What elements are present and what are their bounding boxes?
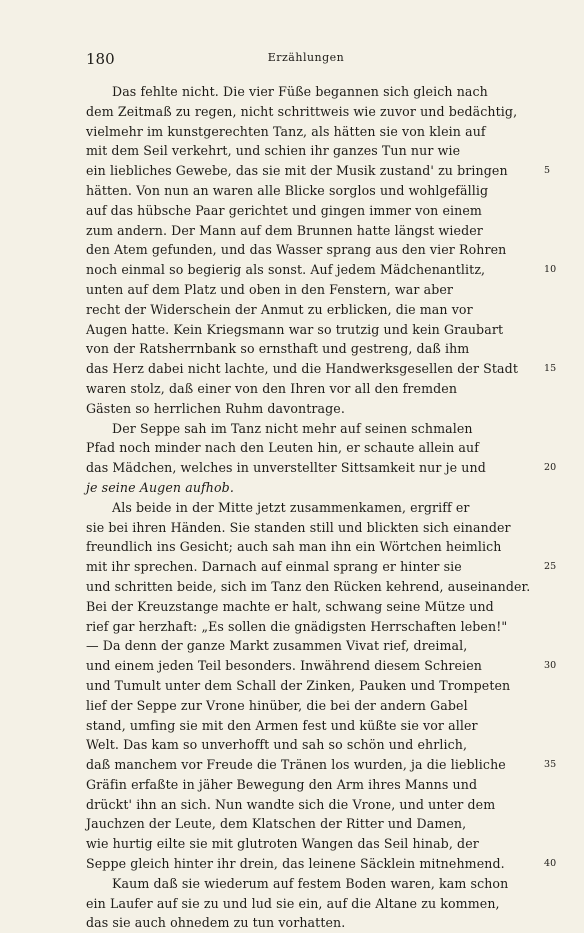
line-text: hätten. Von nun an waren alle Blicke sorglos und wohlgefällig: [86, 182, 489, 198]
line-text: lief der Seppe zur Vrone hinüber, die bei der andern Gabel: [86, 697, 468, 713]
line-text: Das fehlte nicht. Die vier Füße begannen sich gleich nach: [112, 84, 488, 99]
line-text: Gästen so herrlichen Ruhm davontrage.: [86, 400, 345, 416]
text-line: [86, 379, 532, 399]
line-text: von der Ratsherrnbank so ernsthaft und gestreng, daß ihm: [86, 341, 470, 357]
line-text: und einem jeden Teil besonders. Inwährend diesem Schreien: [86, 658, 482, 674]
line-number: 5: [544, 165, 551, 177]
line-text: zum andern. Der Mann auf dem Brunnen hatte längst wieder: [86, 222, 483, 238]
line-text: noch einmal so begierig als sonst. Auf jedem Mädchenantlitz,: [86, 262, 486, 278]
text-line: [86, 834, 532, 854]
text-line: [86, 141, 532, 161]
line-text: daß manchem vor Freude die Tränen los wurden, ja die liebliche: [86, 757, 506, 773]
line-text: je seine Augen aufhob.: [86, 479, 234, 495]
line-text: Jauchzen der Leute, dem Klatschen der Ritter und Damen,: [86, 816, 467, 832]
line-text: wie hurtig eilte sie mit glutroten Wangen das Seil hinab, der: [86, 836, 479, 852]
line-text: Als beide in der Mitte jetzt zusammenkamen, ergriff er: [112, 499, 470, 515]
text-line: [86, 458, 557, 478]
line-text: das Herz dabei nicht lachte, und die Handwerksgesellen der Stadt: [86, 361, 518, 377]
text-line: [86, 537, 532, 557]
text-line: [86, 320, 532, 340]
line-text: stand, umfing sie mit den Armen fest und küßte sie vor aller: [86, 717, 478, 733]
text-line: [86, 557, 557, 577]
text-line: [86, 399, 532, 419]
text-line: [86, 221, 532, 241]
text-line: [86, 498, 532, 518]
line-text: Welt. Das kam so unverhofft und sah so schön und ehrlich,: [86, 737, 468, 753]
text-line: [86, 300, 532, 320]
text-line: [86, 339, 532, 359]
page-header: [86, 50, 526, 72]
text-line: [86, 636, 532, 656]
line-text: Augen hatte. Kein Kriegsmann war so trutzig und kein Graubart: [86, 321, 504, 337]
text-line: [86, 755, 557, 775]
text-line: [86, 775, 532, 795]
text-line: [86, 617, 532, 637]
line-number: 10: [544, 264, 557, 276]
text-line: [86, 161, 551, 181]
text-line: [86, 260, 557, 280]
text-line: [86, 122, 532, 142]
text-line: [86, 201, 532, 221]
line-text: drückt' ihn an sich. Nun wandte sich die Vrone, und unter dem: [86, 796, 496, 812]
line-number: 30: [544, 660, 557, 672]
line-text: — Da denn der ganze Markt zusammen Vivat rief, dreimal,: [86, 638, 468, 654]
text-line: [86, 181, 532, 201]
line-text: ein liebliches Gewebe, das sie mit der Musik zustand' zu bringen: [86, 163, 508, 179]
line-text: vielmehr im kunstgerechten Tanz, als hätten sie von klein auf: [86, 123, 486, 139]
text-line: [86, 240, 532, 260]
body-text: [86, 82, 557, 933]
line-text: mit ihr sprechen. Darnach auf einmal sprang er hinter sie: [86, 559, 462, 575]
text-line: [86, 438, 532, 458]
line-text: das sie auch ohnedem zu tun vorhatten.: [86, 915, 346, 931]
line-text: und schritten beide, sich im Tanz den Rücken kehrend, auseinander.: [86, 578, 531, 594]
line-text: das Mädchen, welches in unverstellter Sittsamkeit nur je und: [86, 460, 486, 476]
line-text: Seppe gleich hinter ihr drein, das leinene Säcklein mitnehmend.: [86, 856, 505, 872]
line-text: unten auf dem Platz und oben in den Fenstern, war aber: [86, 281, 454, 297]
line-number: 20: [544, 462, 557, 474]
text-line: [86, 280, 532, 300]
text-line: [86, 894, 532, 914]
line-text: waren stolz, daß einer von den Ihren vor all den fremden: [86, 380, 458, 396]
line-text: Der Seppe sah im Tanz nicht mehr auf seinen schmalen: [112, 420, 473, 436]
line-number: 40: [544, 858, 557, 870]
text-line: [86, 82, 532, 102]
line-number: 25: [544, 561, 557, 573]
text-line: [86, 577, 532, 597]
line-text: Gräfin erfaßte in jäher Bewegung den Arm ihres Manns und: [86, 776, 478, 792]
line-text: rief gar herzhaft: „Es sollen die gnädigsten Herrschaften leben!": [86, 618, 508, 634]
text-line: [86, 795, 532, 815]
text-line: [86, 102, 532, 122]
text-line: [86, 854, 557, 874]
line-text: auf das hübsche Paar gerichtet und gingen immer von einem: [86, 202, 482, 218]
text-line: [86, 676, 532, 696]
line-text: Bei der Kreuzstange machte er halt, schwang seine Mütze und: [86, 598, 494, 614]
text-line: [86, 814, 532, 834]
line-text: Kaum daß sie wiederum auf festem Boden waren, kam schon: [112, 875, 509, 891]
line-text: mit dem Seil verkehrt, und schien ihr ganzes Tun nur wie: [86, 143, 461, 159]
line-number: 35: [544, 759, 557, 771]
line-text: Pfad noch minder nach den Leuten hin, er schaute allein auf: [86, 440, 479, 456]
line-text: freundlich ins Gesicht; auch sah man ihn ein Wörtchen heimlich: [86, 539, 502, 555]
text-line: [86, 656, 557, 676]
text-line: [86, 913, 532, 933]
page-number: 180: [86, 50, 115, 68]
text-line: [86, 359, 557, 379]
line-text: und Tumult unter dem Schall der Zinken, Pauken und Trompeten: [86, 677, 511, 693]
text-line: [86, 716, 532, 736]
text-line: [86, 419, 532, 439]
line-number: 15: [544, 363, 557, 375]
text-line: [86, 597, 532, 617]
line-text: sie bei ihren Händen. Sie standen still und blickten sich einander: [86, 519, 511, 535]
text-line: [86, 735, 532, 755]
line-text: ein Laufer auf sie zu und lud sie ein, auf die Altane zu kommen,: [86, 895, 500, 911]
text-line: [86, 874, 532, 894]
line-text: dem Zeitmaß zu regen, nicht schrittweis wie zuvor und bedächtig,: [86, 103, 518, 119]
text-line: [86, 518, 532, 538]
line-text: recht der Widerschein der Anmut zu erblicken, die man vor: [86, 301, 473, 317]
text-line: [86, 478, 532, 498]
running-head: Erzählungen: [267, 51, 345, 64]
line-text: den Atem gefunden, und das Wasser sprang aus den vier Rohren: [86, 242, 507, 258]
text-line: [86, 696, 532, 716]
